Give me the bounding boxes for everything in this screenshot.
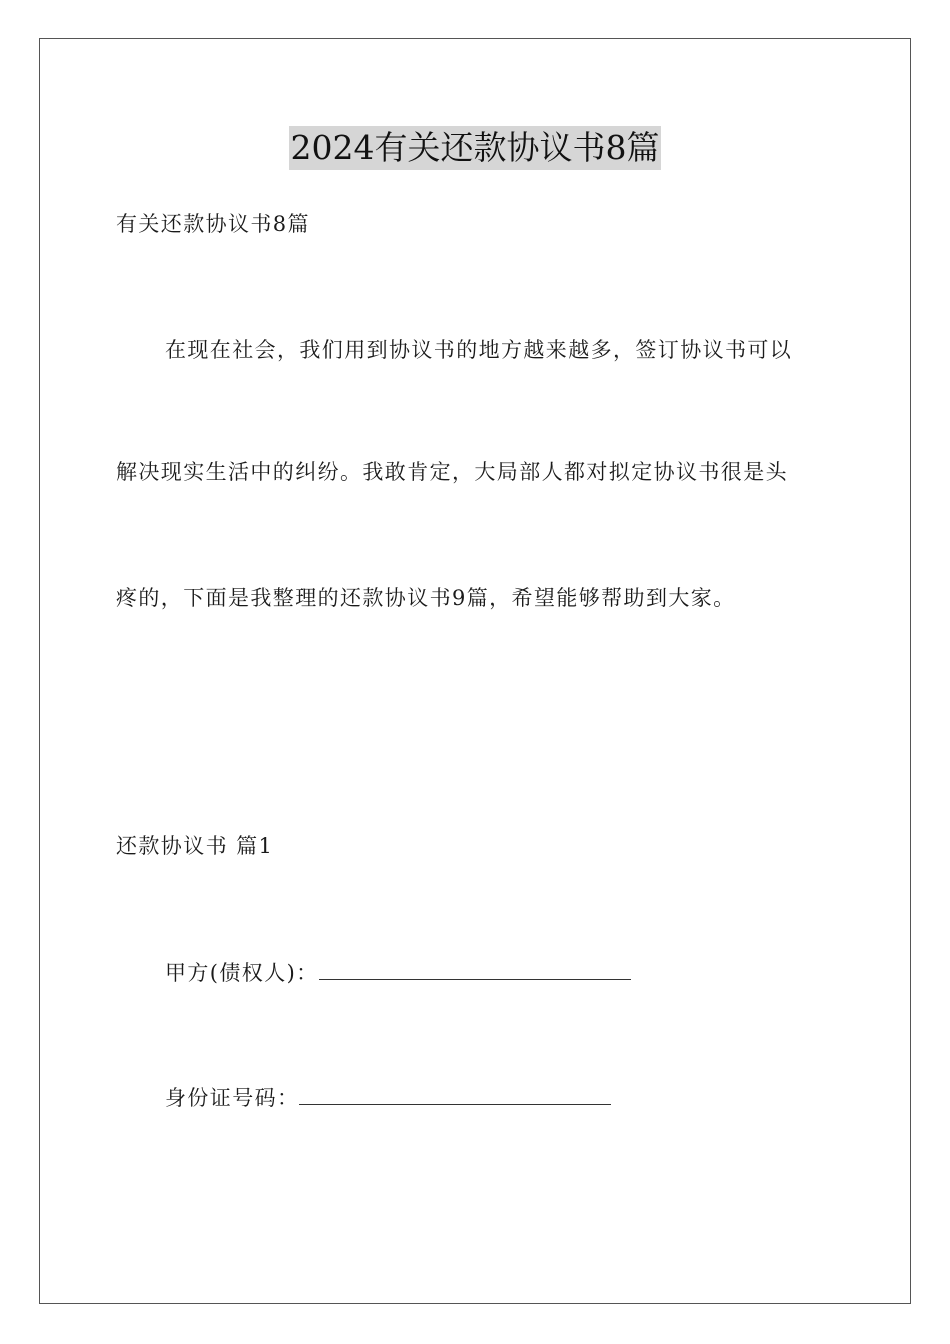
title-container — [0, 126, 950, 170]
section-heading: 还款协议书 篇1 — [116, 834, 274, 858]
intro-line-1: 在现在社会，我们用到协议书的地方越来越多，签订协议书可以 — [165, 338, 793, 362]
id-number-blank-line — [299, 1082, 611, 1105]
id-number-field — [165, 1082, 611, 1112]
creditor-label: 甲方(债权人)： — [165, 961, 319, 985]
document-title: 2024有关还款协议书8篇 — [289, 126, 662, 170]
intro-line-2: 解决现实生活中的纠纷。我敢肯定，大局部人都对拟定协议书很是头 — [116, 460, 788, 484]
id-number-label: 身份证号码： — [165, 1086, 300, 1110]
creditor-field — [165, 957, 631, 987]
creditor-blank-line — [319, 957, 631, 980]
intro-line-3: 疼的，下面是我整理的还款协议书9篇，希望能够帮助到大家。 — [116, 586, 736, 610]
document-subtitle: 有关还款协议书8篇 — [116, 212, 310, 236]
